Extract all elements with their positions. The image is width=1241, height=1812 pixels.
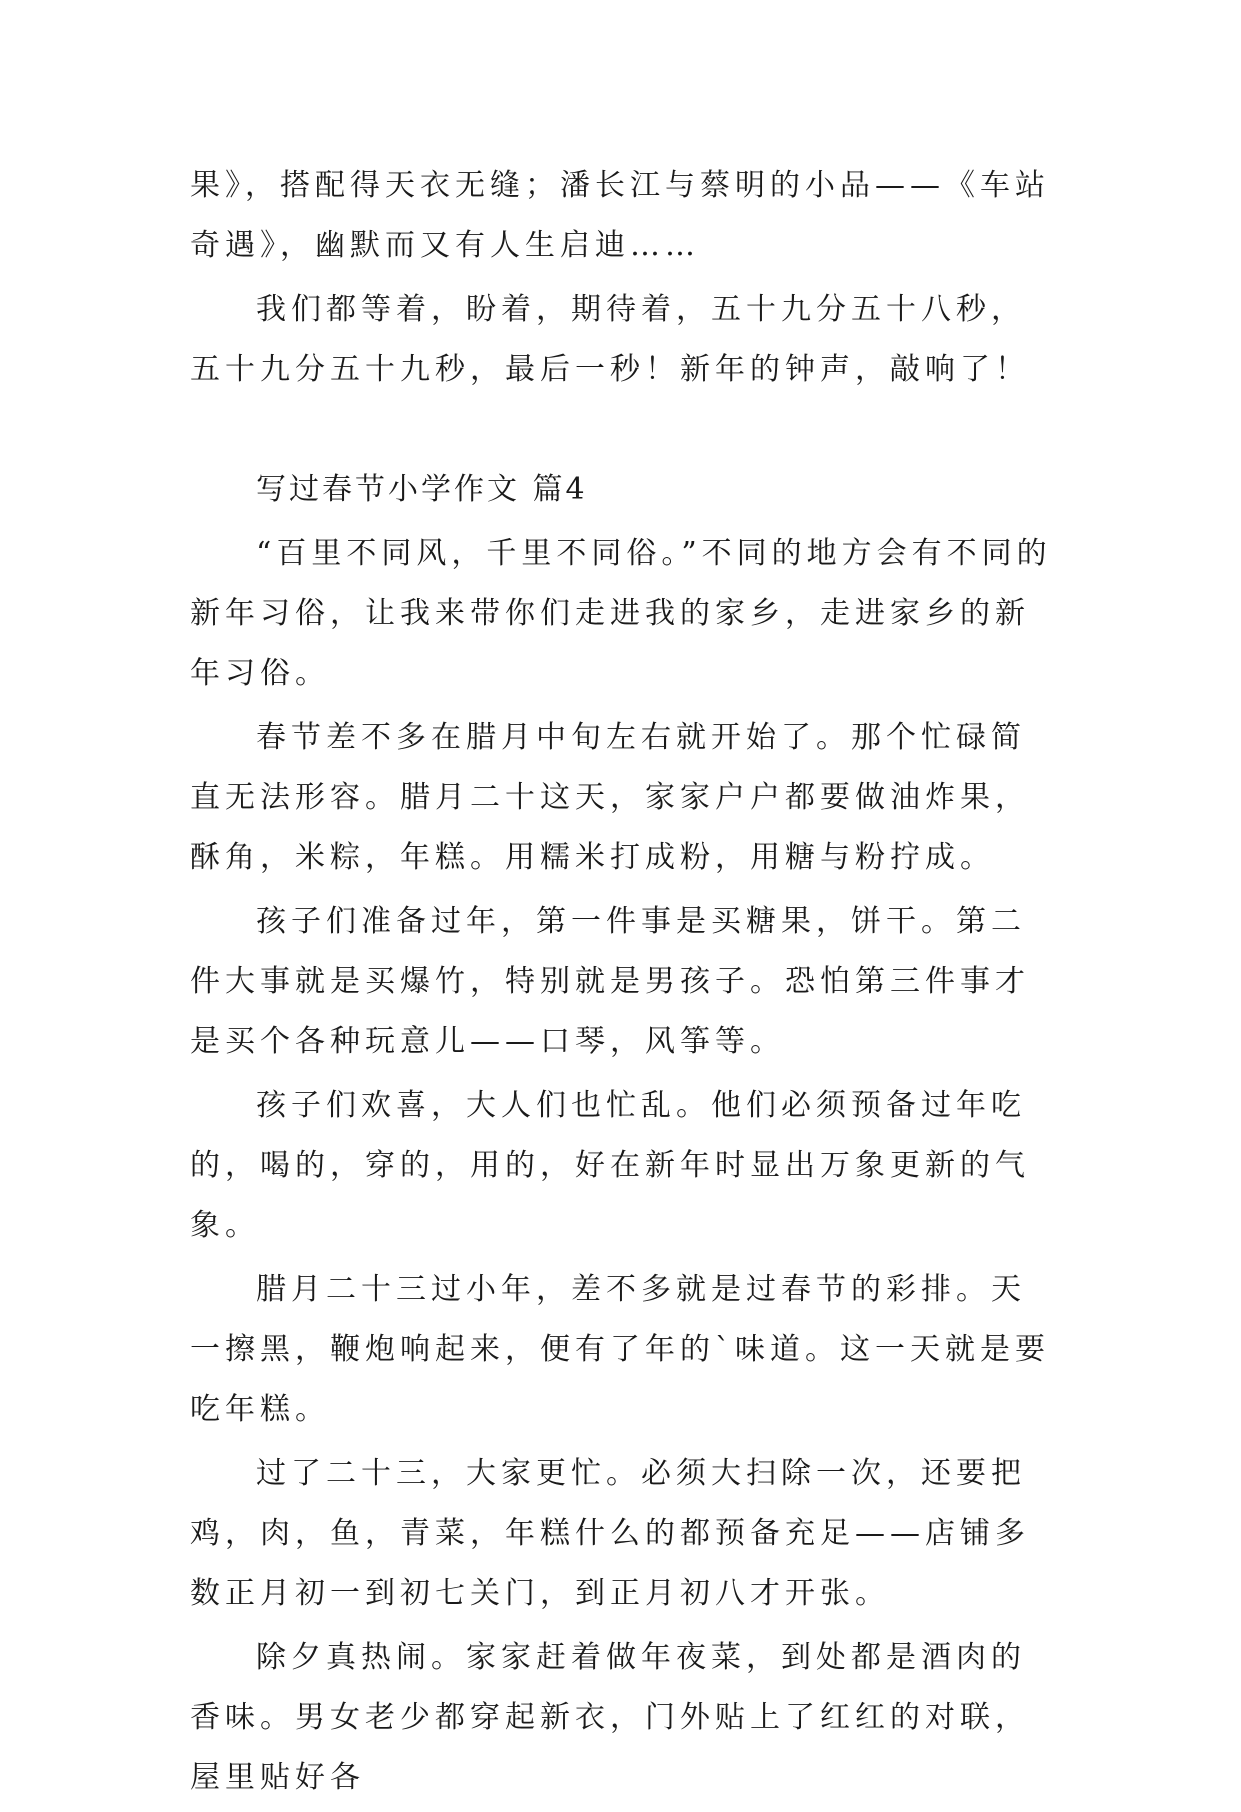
paragraph: 过了二十三，大家更忙。必须大扫除一次，还要把鸡，肉，鱼，青菜，年糕什么的都预备充足——店铺多数正月初一到初七关门，到正月初八才开张。 — [190, 1456, 1030, 1611]
paragraph: 腊月二十三过小年，差不多就是过春节的彩排。天一擦黑，鞭炮响起来，便有了年的`味道。这一天就是要吃年糕。 — [190, 1272, 1050, 1427]
document-page — [190, 156, 1060, 1812]
section-heading: 写过春节小学作文 篇4 — [256, 472, 588, 507]
paragraph: 我们都等着，盼着，期待着，五十九分五十八秒，五十九分五十九秒，最后一秒！新年的钟声，敲响了！ — [190, 292, 1030, 387]
paragraph: 孩子们准备过年，第一件事是买糖果，饼干。第二件大事就是买爆竹，特别就是男孩子。恐怕第三件事才是买个各种玩意儿——口琴，风筝等。 — [190, 904, 1030, 1059]
paragraph: 孩子们欢喜，大人们也忙乱。他们必须预备过年吃的，喝的，穿的，用的，好在新年时显出万象更新的气象。 — [190, 1088, 1030, 1243]
paragraph: 除夕真热闹。家家赶着做年夜菜，到处都是酒肉的香味。男女老少都穿起新衣，门外贴上了红红的对联，屋里贴好各 — [190, 1640, 1030, 1795]
paragraph: 春节差不多在腊月中旬左右就开始了。那个忙碌简直无法形容。腊月二十这天，家家户户都要做油炸果，酥角，米粽，年糕。用糯米打成粉，用糖与粉拧成。 — [190, 720, 1030, 875]
paragraph: “百里不同风，千里不同俗。”不同的地方会有不同的新年习俗，让我来带你们走进我的家乡，走进家乡的新年习俗。 — [190, 536, 1052, 691]
paragraph-continued: 果》，搭配得天衣无缝；潘长江与蔡明的小品——《车站奇遇》，幽默而又有人生启迪…… — [190, 168, 1050, 263]
